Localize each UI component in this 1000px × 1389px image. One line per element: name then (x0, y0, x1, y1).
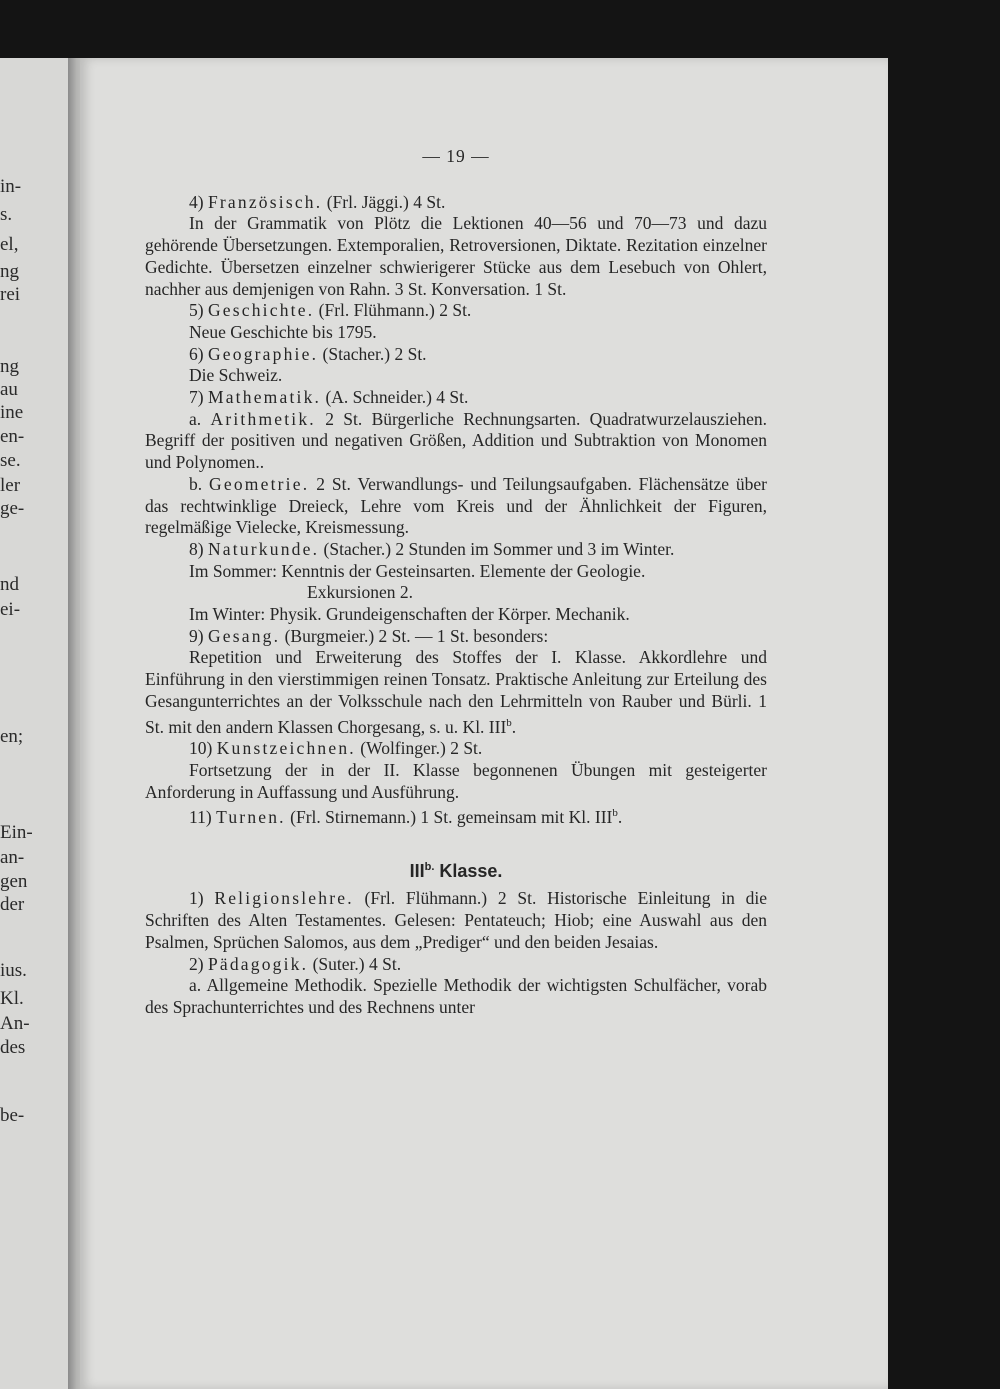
section-number: 5) (189, 300, 204, 321)
page-number: — 19 — (422, 146, 490, 166)
section-body-text: Repetition und Erweiterung des Stoffes der I. Klasse. Akkordlehre und Einführung in den vierstimmigen reinen Tonsatz. Praktische Anleitung zur Erteilung des Gesangunterrichtes an der Volksschule nach den Lehrmitteln von Rauber und Bürli. 1 St. mit den andern Klassen Chorgesang, s. u. Kl. III (145, 647, 767, 737)
section-drawing-body: Fortsetzung der in der II. Klasse begonnenen Übungen mit gesteigerter Anforderung in Auffassung und Ausführung. (145, 759, 767, 802)
margin-fragment: ine (0, 402, 24, 423)
section-nature (145, 539, 767, 561)
margin-fragment: ng (0, 261, 19, 282)
section-number: 2) (189, 953, 204, 974)
subsection-label: a. (189, 408, 202, 429)
section-teacher-hours: (A. Schneider.) 4 St. (325, 387, 469, 408)
section-number: 10) (189, 738, 213, 759)
subsection-body: 2 St. Bürgerliche Rechnungsarten. Quadratwurzelausziehen. Begriff der positiven und negativen Größen, Addition und Subtraktion von Monomen und Polynomen.. (145, 408, 768, 473)
margin-fragment: der (0, 894, 25, 915)
class-heading-superscript: b. (424, 860, 435, 873)
margin-fragment: en- (0, 426, 25, 447)
section-geography-body: Die Schweiz. (189, 365, 283, 386)
section-religion (145, 888, 767, 953)
class-superscript: b (506, 716, 512, 729)
margin-fragment: au (0, 379, 18, 400)
section-teacher-hours: (Stacher.) 2 Stunden im Sommer und 3 im Winter. (323, 538, 675, 559)
margin-fragment: ei- (0, 599, 21, 620)
margin-fragment: ng (0, 356, 19, 377)
section-gymnastics (145, 803, 767, 829)
section-teacher-hours: (Suter.) 4 St. (312, 953, 402, 974)
section-math-geometry (145, 474, 767, 539)
margin-fragment: se. (0, 450, 21, 471)
section-title: Kunstzeichnen. (216, 738, 356, 759)
section-number: 11) (189, 807, 212, 828)
margin-fragment: An- (0, 1013, 30, 1034)
section-drawing (145, 738, 767, 760)
section-title: Naturkunde. (207, 538, 320, 559)
sentence-end: . (617, 807, 623, 828)
margin-fragment: s. (0, 204, 13, 225)
section-number: 8) (189, 538, 204, 559)
section-number: 6) (189, 343, 204, 364)
section-teacher-hours: (Burgmeier.) 2 St. — 1 St. besonders: (284, 625, 549, 646)
section-number: 4) (189, 191, 204, 212)
section-title: Geschichte. (207, 300, 315, 321)
margin-fragment: gen (0, 871, 28, 892)
section-teacher-hours: (Stacher.) 2 St. (322, 343, 427, 364)
margin-fragment: en; (0, 726, 24, 747)
margin-fragment: an- (0, 847, 25, 868)
margin-fragment: rei (0, 284, 21, 305)
subsection-body: 2 St. Verwandlungs- und Teilungsaufgaben. Flächensätze über das rechtwinklige Dreieck, Lehre vom Kreis und der Ähnlichkeit der Figuren, regelmäßige Vielecke, Kreismessung. (145, 473, 767, 538)
section-french-body: In der Grammatik von Plötz die Lektionen 40—56 und 70—73 und dazu gehörende Übersetzungen. Extemporalien, Retroversionen, Diktate. Rezitation einzelner Gedichte. Übersetzen einzelner schwierigerer Stücke aus dem Lesebuch von Ohlert, nachher aus demjenigen von Rahn. 3 St. Konversation. 1 St. (145, 213, 767, 299)
section-pedagogy (145, 954, 767, 976)
nature-summer-excursions: Exkursionen 2. (307, 582, 413, 603)
margin-fragment: ius. (0, 960, 27, 981)
nature-summer: Im Sommer: Kenntnis der Gesteinsarten. Elemente der Geologie. (189, 560, 646, 581)
section-title: Französisch. (207, 191, 323, 212)
section-title: Religionslehre. (214, 888, 354, 909)
section-teacher-hours: (Wolfinger.) 2 St. (360, 738, 483, 759)
margin-fragment: ler (0, 475, 21, 496)
section-singing-body (145, 647, 767, 738)
section-math (145, 387, 767, 409)
class-heading (145, 857, 767, 883)
section-teacher-hours: (Frl. Jäggi.) 4 St. (326, 191, 446, 212)
section-math-arithmetic (145, 409, 767, 474)
section-french (145, 192, 767, 214)
class-heading-label: Klasse. (434, 860, 503, 881)
section-history-body: Neue Geschichte bis 1795. (189, 321, 377, 342)
section-singing (145, 626, 767, 648)
section-title: Geographie. (207, 343, 319, 364)
section-title: Turnen. (216, 807, 286, 828)
page-text (145, 146, 767, 1019)
subsection-label: b. (189, 473, 203, 494)
section-pedagogy-body: a. Allgemeine Methodik. Spezielle Methodik der wichtigsten Schulfächer, vorab des Sprachunterrichtes und des Rechnens unter (145, 975, 767, 1017)
margin-fragment: nd (0, 574, 19, 595)
section-title: Pädagogik. (207, 953, 309, 974)
section-body-text: (Frl. Flühmann.) 2 St. Historische Einleitung in die Schriften des Alten Testamentes. Gelesen: Pentateuch; Hiob; eine Auswahl aus den Psalmen, Sprüchen Salomos, aus dem „Prediger“ und den beiden Jesaias. (145, 888, 767, 952)
margin-fragment: Ein- (0, 822, 33, 843)
section-title: Gesang. (207, 625, 281, 646)
section-number: 1) (189, 888, 204, 909)
class-superscript: b (612, 807, 618, 820)
subsection-title: Arithmetik. (210, 408, 316, 429)
margin-fragment: el, (0, 234, 19, 255)
section-history (145, 300, 767, 322)
margin-fragment: des (0, 1037, 26, 1058)
section-number: 7) (189, 387, 204, 408)
margin-fragment: ge- (0, 498, 25, 519)
sentence-end: . (511, 716, 517, 737)
class-heading-numeral: III (409, 860, 425, 881)
margin-fragment: Kl. (0, 988, 24, 1009)
section-number: 9) (189, 625, 204, 646)
margin-fragment: in- (0, 176, 22, 197)
section-title: Mathematik. (207, 387, 322, 408)
subsection-title: Geometrie. (209, 473, 310, 494)
left-page-edge (0, 58, 72, 1389)
section-geography (145, 344, 767, 366)
section-teacher-hours: (Frl. Stirnemann.) 1 St. gemeinsam mit Kl. III (290, 807, 613, 828)
section-teacher-hours: (Frl. Flühmann.) 2 St. (318, 300, 472, 321)
nature-winter: Im Winter: Physik. Grundeigenschaften der Körper. Mechanik. (189, 604, 630, 625)
margin-fragment: be- (0, 1105, 25, 1126)
